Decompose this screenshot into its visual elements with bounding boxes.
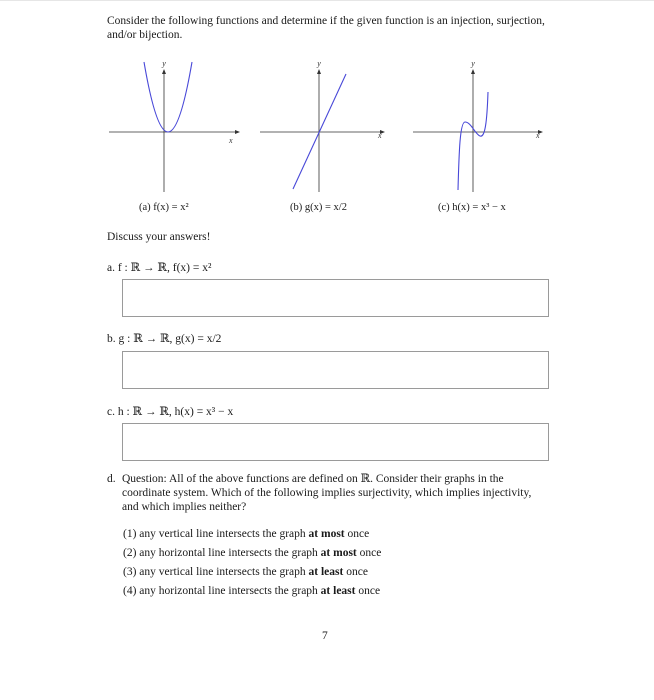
question-a: a. f : ℝ → ℝ, f(x) = x² bbox=[107, 262, 212, 274]
intro-text: Consider the following functions and determine if the given function is an injection, surjection, and/or bijection. bbox=[107, 15, 545, 41]
answer-box-c[interactable] bbox=[122, 423, 549, 461]
graph-a-y-label: y bbox=[162, 59, 166, 68]
graph-a-x-arrow bbox=[235, 130, 240, 134]
graph-c-y-arrow bbox=[471, 69, 475, 74]
option-4 bbox=[123, 585, 380, 597]
graph-b-x-label: x bbox=[378, 131, 382, 140]
option-3-bold: at least bbox=[308, 566, 344, 578]
option-3 bbox=[123, 566, 368, 578]
graph-b-y-arrow bbox=[317, 69, 321, 74]
graph-c-x-label: x bbox=[536, 131, 540, 140]
caption-c: (c) h(x) = x³ − x bbox=[438, 202, 506, 213]
question-d bbox=[107, 472, 552, 514]
option-1-post: once bbox=[344, 528, 370, 540]
graph-a-curve bbox=[144, 62, 192, 132]
question-d-text: Question: All of the above functions are defined on ℝ. Consider their graphs in the coordinate system. Which of the following implies surjectivity, which implies injectivity, and which implies neither? bbox=[122, 473, 532, 513]
page-top-border bbox=[0, 0, 654, 1]
graph-c-y-label: y bbox=[471, 59, 475, 68]
option-1 bbox=[123, 528, 369, 540]
answer-box-a[interactable] bbox=[122, 279, 549, 317]
question-b: b. g : ℝ → ℝ, g(x) = x/2 bbox=[107, 333, 222, 345]
graph-b-y-label: y bbox=[317, 59, 321, 68]
graph-b-line bbox=[293, 74, 346, 189]
option-2-bold: at most bbox=[320, 547, 357, 559]
graph-c bbox=[413, 52, 548, 197]
graph-b bbox=[260, 52, 395, 197]
option-1-pre: (1) any vertical line intersects the graph bbox=[123, 528, 309, 540]
option-4-post: once bbox=[355, 585, 381, 597]
graph-a bbox=[107, 52, 242, 197]
option-2-pre: (2) any horizontal line intersects the graph bbox=[123, 547, 321, 559]
caption-a: (a) f(x) = x² bbox=[139, 202, 189, 213]
caption-b: (b) g(x) = x/2 bbox=[290, 202, 347, 213]
graph-a-y-arrow bbox=[162, 69, 166, 74]
discuss-heading: Discuss your answers! bbox=[107, 231, 211, 243]
option-1-bold: at most bbox=[308, 528, 345, 540]
answer-box-b[interactable] bbox=[122, 351, 549, 389]
question-d-label: d. bbox=[107, 473, 116, 485]
question-c: c. h : ℝ → ℝ, h(x) = x³ − x bbox=[107, 406, 234, 418]
option-4-pre: (4) any horizontal line intersects the graph bbox=[123, 585, 321, 597]
option-2 bbox=[123, 547, 381, 559]
option-3-pre: (3) any vertical line intersects the graph bbox=[123, 566, 309, 578]
option-2-post: once bbox=[356, 547, 382, 559]
page-number: 7 bbox=[322, 630, 328, 642]
option-3-post: once bbox=[343, 566, 368, 578]
option-4-bold: at least bbox=[320, 585, 356, 597]
graph-a-x-label: x bbox=[229, 136, 233, 145]
